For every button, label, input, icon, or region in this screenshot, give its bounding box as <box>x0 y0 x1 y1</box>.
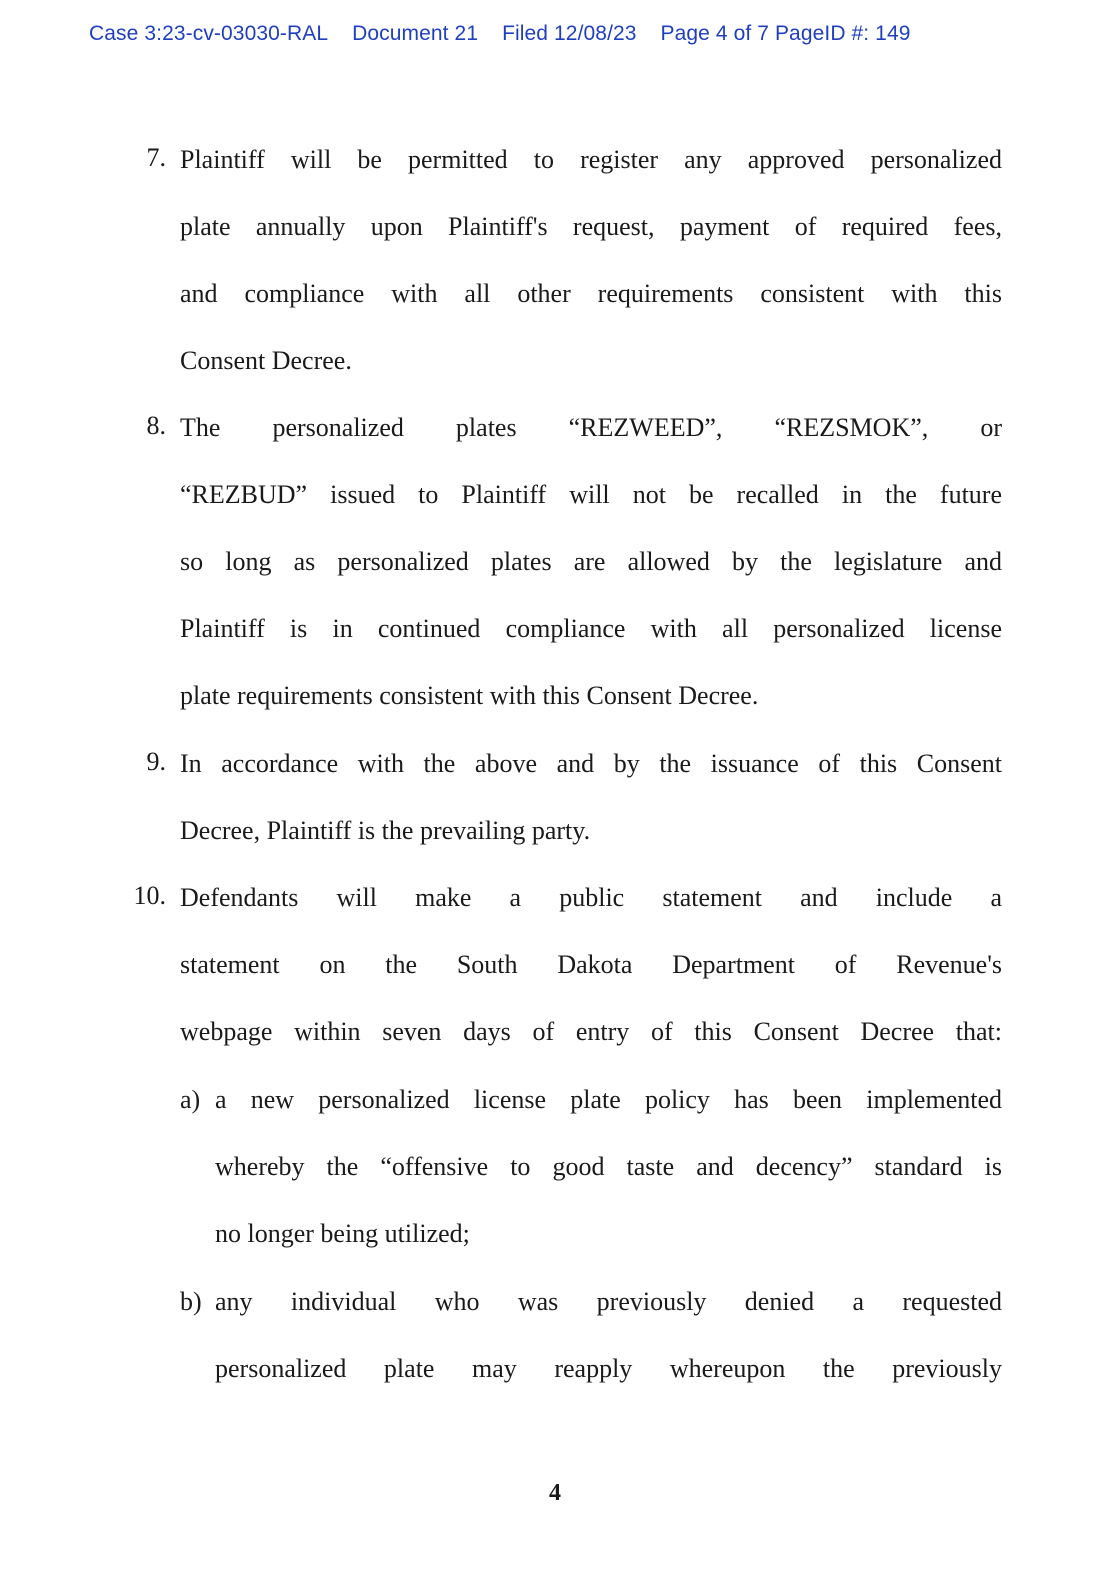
ecf-header <box>89 22 911 46</box>
subitem-label: b) <box>180 1287 202 1316</box>
paragraph-line: The personalized plates “REZWEED”, “REZSMOK”, or <box>180 413 1002 442</box>
paragraph-line: plate annually upon Plaintiff's request, payment of required fees, <box>180 212 1002 241</box>
paragraph-number: 8. <box>146 411 166 440</box>
paragraph-number: 10. <box>133 881 166 910</box>
page-number: 4 <box>549 1480 561 1506</box>
paragraph-number: 7. <box>146 143 166 172</box>
paragraph-line: Plaintiff is in continued compliance with all personalized license <box>180 614 1002 643</box>
paragraph-line: In accordance with the above and by the issuance of this Consent <box>180 749 1002 778</box>
paragraph-line: statement on the South Dakota Department of Revenue's <box>180 950 1002 979</box>
subitem-line: personalized plate may reapply whereupon the previously <box>215 1354 1002 1383</box>
paragraph-line: “REZBUD” issued to Plaintiff will not be recalled in the future <box>180 480 1002 509</box>
subitem-line: any individual who was previously denied a requested <box>215 1287 1002 1316</box>
subitem-line: no longer being utilized; <box>215 1219 470 1248</box>
paragraph-number: 9. <box>146 747 166 776</box>
paragraph-line: so long as personalized plates are allowed by the legislature and <box>180 547 1002 576</box>
document-number: Document 21 <box>352 22 479 45</box>
page-id: Page 4 of 7 PageID #: 149 <box>660 22 911 45</box>
subitem-line: whereby the “offensive to good taste and decency” standard is <box>215 1152 1002 1181</box>
subitem-label: a) <box>180 1085 201 1114</box>
paragraph-line: plate requirements consistent with this Consent Decree. <box>180 681 759 710</box>
paragraph-line: and compliance with all other requirements consistent with this <box>180 279 1002 308</box>
paragraph-line: Decree, Plaintiff is the prevailing party. <box>180 816 591 845</box>
paragraph-line: webpage within seven days of entry of this Consent Decree that: <box>180 1017 1002 1046</box>
filed-date: Filed 12/08/23 <box>502 22 637 45</box>
paragraph-line: Plaintiff will be permitted to register any approved personalized <box>180 145 1002 174</box>
paragraph-line: Consent Decree. <box>180 346 352 375</box>
subitem-line: a new personalized license plate policy has been implemented <box>215 1085 1002 1114</box>
case-number: Case 3:23-cv-03030-RAL <box>89 22 329 45</box>
paragraph-line: Defendants will make a public statement and include a <box>180 883 1002 912</box>
